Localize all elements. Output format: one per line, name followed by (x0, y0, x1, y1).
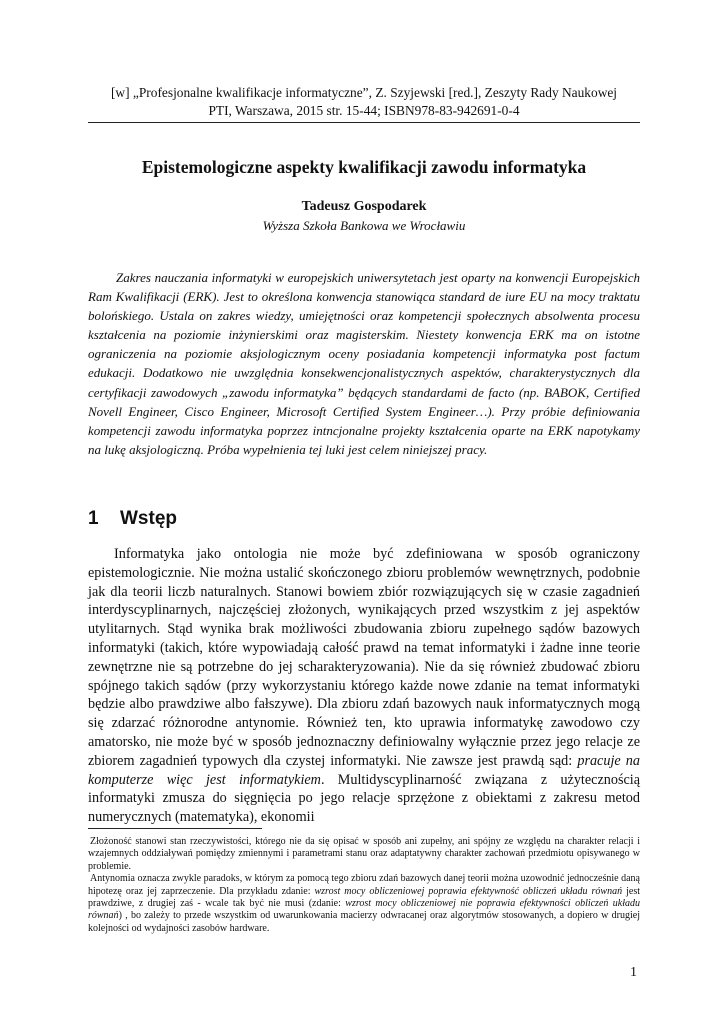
footnote-2-text-b: jest prawdziwe, z drugiej zaś - wcale tak być nie musi (zdanie: (88, 885, 640, 910)
citation-line-1: [w] „Profesjonalne kwalifikacje informatyczne”, Z. Szyjewski [red.], Zeszyty Rady Naukowej (110, 85, 618, 100)
header-divider (88, 122, 640, 123)
paper-title: Epistemologiczne aspekty kwalifikacji zawodu informatyka (141, 157, 587, 177)
body-text-tail: . Multidyscyplinarność związana z użytecznością informatyki zmusza do sięgnięcia po jego relacje sprzężone z obiektami z zakresu metod numerycznych (matematyka), ekonomii (88, 771, 641, 826)
footnote-2-italic-2: wzrost mocy obliczeniowej nie poprawia efektywności obliczeń układu równań (88, 898, 640, 922)
section-number: 1 (88, 508, 99, 529)
footnote-2-text-c: ) , bo zależy to przede wszystkim od uwarunkowania macierzy odwracanej oraz algorytmów stosowanych, a dopiero w drugiej kolejności od wydajności zasobów hardware. (88, 910, 640, 934)
footnotes (88, 836, 640, 935)
footnote-2-text-a: Antynomia oznacza zwykle paradoks, w którym za pomocą tego zbioru zdań bazowych danej teorii można uzowodnić jednocześnie daną hipotezę oraz jej zaprzeczenie. Dla przykładu zdanie: (88, 873, 640, 897)
footnote-1: Złożoność stanowi stan rzeczywistości, którego nie da się opisać w sposób ani zupełny, ani spójny ze względu na charakter relacji i wzajemnych oddziaływań pomiędzy zmiennymi i parametrami stanu oraz adaptatywny charakter zachowań przedmiotu opisywanego w problemie. (88, 836, 640, 872)
abstract: Zakres nauczania informatyki w europejskich uniwersytetach jest oparty na konwencji Europejskich Ram Kwalifikacji (ERK). Jest to określona konwencja stanowiąca standard de iure EU na mocy traktatu bolońskiego. Ustala on zakres wiedzy, umiejętności oraz kompetencji społecznych absolwenta procesu kształcenia na poziomie inżynierskimi oraz magisterskim. Niestety konwencja ERK ma on istotne ograniczenia na poziomie aksjologicznym oceny posiadania kompetencji informatyka post factum edukacji. Dodatkowo nie uwzględnia konsekwencjonalistycznych aspektów, charakterystycznych dla certyfikacji zawodowych „zawodu informatyka” będących standardami de facto (np. BABOK, Certified Novell Engineer, Cisco Engineer, Microsoft Certified System Engineer…). Przy próbie definiowania kompetencji zawodu informatyka poprzez intncjonalne projekty kształcenia oparte na ERK napotykamy na lukę aksjologiczną. Próba wypełnienia tej luki jest celem niniejszej pracy. (88, 270, 640, 457)
body-text-italic: pracuje na komputerze więc jest informatykiem (88, 752, 640, 788)
body-text-main: Informatyka jako ontologia nie może być zdefiniowana w sposób ograniczony epistemologicznie. Nie można ustalić skończonego zbioru problemów wewnętrznych, podobnie jak dla teorii liczb naturalnych. Stanowi bowiem zbiór rozwiązujących się w czasie zagadnień interdyscyplinarnych, najczęściej złożonych, wynikających przed wszystkim z jej aspektów utylitarnych. Stąd wynika brak możliwości zbudowania zbioru zupełnego sądów bazowych informatyki (takich, które wypowiadają całość prawd na temat informatyki i żadne inne teorie zewnętrzne nie są potrzebne do jej scharakteryzowania). Nie da się również zbudować zbioru spójnego takich sądów (przy wykorzystaniu którego każde nowe zdanie na temat informatyki będzie albo prawdziwe albo fałszywe). Dla zbioru zdań bazowych nauk informatycznych mogą się zdarzać różnorodne antynomie. Również ten, kto uprawia informatykę zawodowo czy amatorsko, nie może być w sposób jednoznaczny definiowalny wyłącznie przez jego relacje ze zbiorem zagadnień typowych dla czystej informatyki. Nie zawsze jest prawdą sąd: (88, 546, 640, 769)
section-heading (88, 508, 177, 530)
footnote-divider (88, 828, 262, 829)
body-paragraph (88, 545, 640, 827)
page-number: 1 (630, 965, 637, 980)
footnote-2-italic-1: wzrost mocy obliczeniowej poprawia efektywność obliczeń układu równań (314, 885, 623, 897)
citation-header (88, 84, 640, 120)
section-title: Wstęp (120, 508, 177, 529)
footnote-2 (88, 873, 640, 935)
author-name: Tadeusz Gospodarek (301, 199, 427, 214)
citation-line-2: PTI, Warszawa, 2015 str. 15-44; ISBN978-83-942691-0-4 (208, 103, 520, 118)
author-affiliation: Wyższa Szkoła Bankowa we Wrocławiu (262, 218, 466, 233)
